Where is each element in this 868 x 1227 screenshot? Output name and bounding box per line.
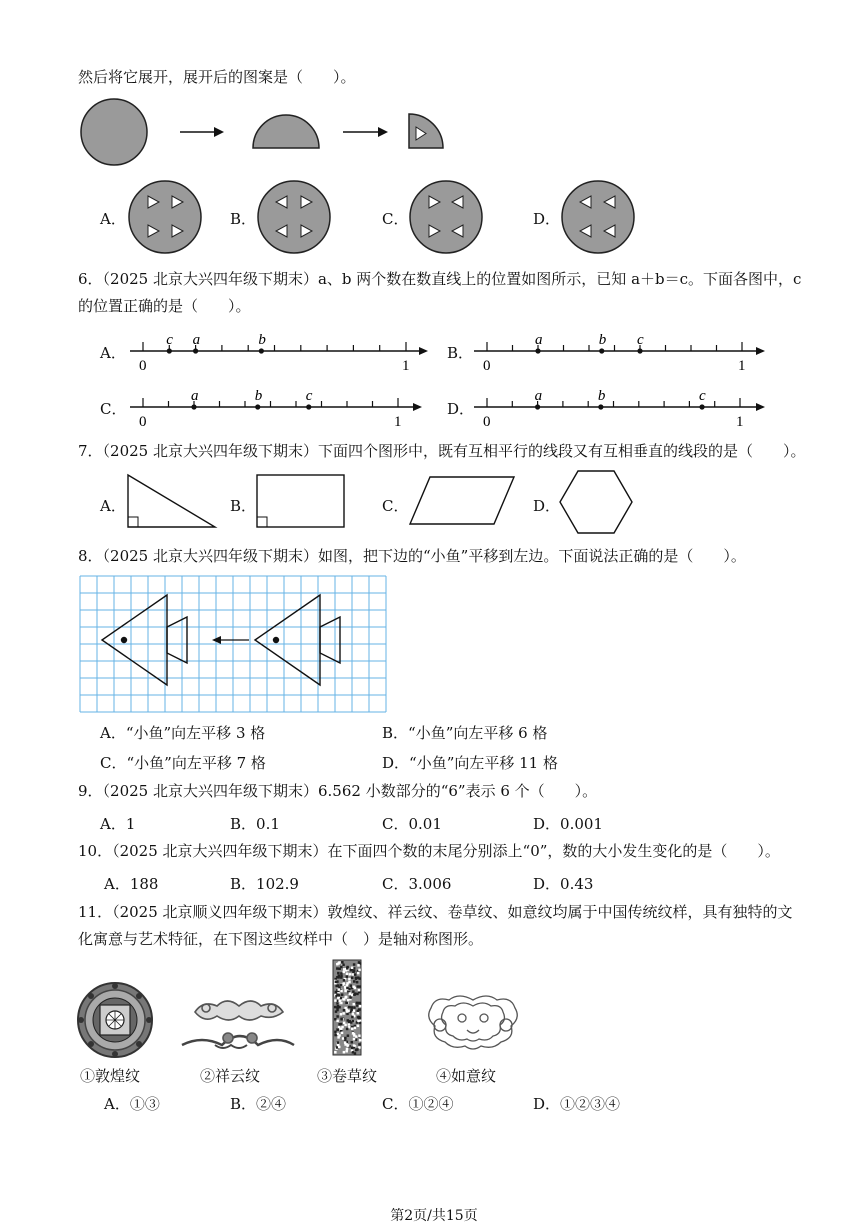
q11-caption-3: ③卷草纹: [317, 1067, 378, 1085]
q9-option-a[interactable]: A．1: [100, 815, 136, 833]
q5-option-c[interactable]: C．: [382, 210, 409, 228]
q6-option-b[interactable]: B．: [447, 344, 474, 362]
q10-option-c[interactable]: C．3.006: [382, 875, 452, 893]
q6-option-c[interactable]: C．: [100, 400, 127, 418]
q11-option-c[interactable]: C．①②④: [382, 1095, 454, 1113]
svg-text:1: 1: [736, 414, 744, 430]
xiangyun-pattern-image: [182, 1001, 294, 1048]
q11-option-b[interactable]: B．②④: [230, 1095, 287, 1113]
q6-option-d[interactable]: D．: [447, 400, 475, 418]
svg-text:b: b: [597, 388, 606, 404]
q7-text: 7．（2025 北京大兴四年级下期末）下面四个图形中，既有互相平行的线段又有互相垂直的线段的是（ ）。: [78, 442, 806, 460]
q10-option-a[interactable]: A．188: [104, 875, 159, 893]
svg-text:1: 1: [738, 358, 746, 374]
ruyi-pattern-image: [429, 996, 518, 1049]
page-footer: 第2页/共15页: [390, 1208, 478, 1224]
q8-option-d[interactable]: D．“小鱼”向左平移 11 格: [382, 754, 558, 772]
q8-option-a[interactable]: A．“小鱼”向左平移 3 格: [100, 724, 266, 742]
q8-text: 8．（2025 北京大兴四年级下期末）如图，把下边的“小鱼”平移到左边。下面说法正确的是（ ）。: [78, 547, 746, 565]
q7-option-d[interactable]: D．: [533, 497, 561, 515]
q9-option-c[interactable]: C．0.01: [382, 815, 442, 833]
q5-option-b[interactable]: B．: [230, 210, 257, 228]
svg-text:b: b: [254, 388, 263, 404]
svg-text:c: c: [699, 388, 706, 404]
svg-text:b: b: [598, 332, 607, 348]
q7-option-c[interactable]: C．: [382, 497, 409, 515]
q11-line2: 化寓意与艺术特征，在下图这些纹样中（ ）是轴对称图形。: [78, 930, 484, 948]
q11-option-d[interactable]: D．①②③④: [533, 1095, 621, 1113]
q5-option-a[interactable]: A．: [100, 210, 126, 228]
svg-text:1: 1: [394, 414, 402, 430]
q9-text: 9．（2025 北京大兴四年级下期末）6.562 小数部分的“6”表示 6 个（ ）。: [78, 782, 598, 800]
svg-text:a: a: [192, 332, 201, 348]
svg-text:0: 0: [139, 358, 147, 374]
q10-text: 10．（2025 北京大兴四年级下期末）在下面四个数的末尾分别添上“0”，数的大小发生变化的是（ ）。: [78, 842, 780, 860]
q5-option-d[interactable]: D．: [533, 210, 561, 228]
q6-option-a[interactable]: A．: [100, 344, 126, 362]
svg-text:0: 0: [483, 414, 491, 430]
q10-option-b[interactable]: B．102.9: [230, 875, 299, 893]
q6-line1: 6．（2025 北京大兴四年级下期末）a、b 两个数在数直线上的位置如图所示，已知 a＋b＝c。下面各图中，c: [78, 270, 802, 288]
q11-caption-2: ②祥云纹: [200, 1067, 261, 1085]
svg-text:c: c: [305, 388, 313, 404]
q5-text: 然后将它展开，展开后的图案是（ ）。: [78, 68, 356, 86]
juancao-pattern-image: [333, 960, 361, 1055]
svg-text:c: c: [166, 332, 173, 348]
svg-text:c: c: [637, 332, 644, 348]
svg-text:1: 1: [402, 358, 410, 374]
q11-caption-4: ④如意纹: [436, 1067, 497, 1085]
dunhuang-pattern-image: [78, 983, 152, 1057]
svg-text:a: a: [534, 388, 543, 404]
q7-option-a[interactable]: A．: [100, 497, 126, 515]
svg-text:0: 0: [139, 414, 147, 430]
q6-line2: 的位置正确的是（ ）。: [78, 297, 251, 315]
q11-caption-1: ①敦煌纹: [80, 1067, 141, 1085]
svg-text:0: 0: [483, 358, 491, 374]
q9-option-d[interactable]: D．0.001: [533, 815, 603, 833]
q10-option-d[interactable]: D．0.43: [533, 875, 594, 893]
q7-option-b[interactable]: B．: [230, 497, 257, 515]
q8-option-c[interactable]: C．“小鱼”向左平移 7 格: [100, 754, 266, 772]
q8-option-b[interactable]: B．“小鱼”向左平移 6 格: [382, 724, 548, 742]
svg-text:a: a: [191, 388, 199, 404]
q11-option-a[interactable]: A．①③: [104, 1095, 160, 1113]
svg-text:a: a: [535, 332, 543, 348]
svg-text:b: b: [258, 332, 266, 348]
q11-line1: 11．（2025 北京顺义四年级下期末）敦煌纹、祥云纹、卷草纹、如意纹均属于中国传统纹样，具有独特的文: [78, 903, 793, 921]
q9-option-b[interactable]: B．0.1: [230, 815, 280, 833]
